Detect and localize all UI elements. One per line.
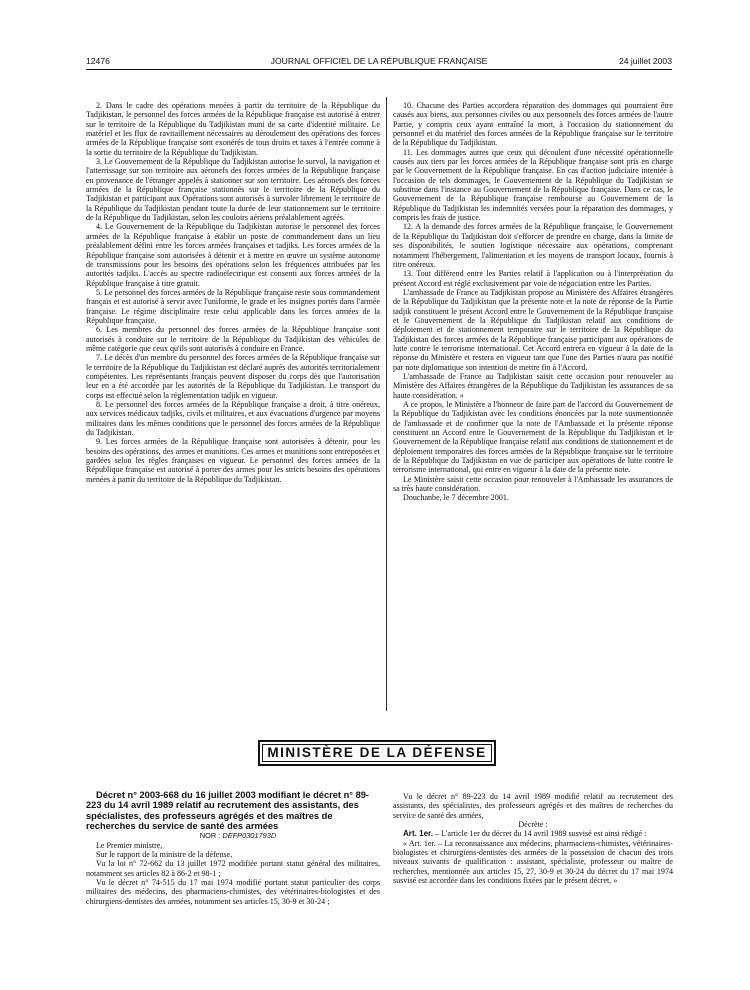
ministry-heading-text: MINISTÈRE DE LA DÉFENSE: [267, 745, 487, 760]
paragraph: Le Premier ministre,: [96, 840, 163, 850]
nor-code: DEFP0301793D: [222, 831, 277, 841]
decree-title: Décret n° 2003-668 du 16 juillet 2003 modifiant le décret n° 89-223 du 14 avril 1989 relatif au recrutement des assistants, des spécialistes, des professeurs agrégés et des maîtres de recherches du service de santé des armées: [86, 790, 370, 831]
paragraph: 8. Le personnel des forces armées de la République française a droit, à titre onéreux, aux services médicaux tadjiks, civils et militaires, et aux évacuations d'urgence par moyens militaires dans les mêmes conditions que le personnel des forces armées de la République du Tadjikistan.: [86, 400, 380, 438]
nor-reference: [86, 831, 380, 840]
paragraph: 7. Le décès d'un membre du personnel des forces armées de la République française sur le territoire de la République du Tadjikistan est déclaré auprès des autorités territorialement compétentes. Les représentants français peuvent disposer du corps dès que l'autorisation leur en a été accordée par les autorités de la République du Tadjikistan. Le transport du corps est effectué selon la réglementation tadjik en vigueur.: [86, 353, 380, 400]
paragraph: 5. Le personnel des forces armées de la République française reste sous commandement français et est autorisé à servir avec l'uniforme, le grade et les insignes portés dans l'armée française. Le régime disciplinaire reste celui applicable dans les forces armées de la République française.: [86, 287, 380, 325]
page-header: [86, 56, 672, 70]
paragraph: Vu le décret n° 89-223 du 14 avril 1989 modifié relatif au recrutement des assistants, des spécialistes, des professeurs agrégés et des maîtres de recherches du service de santé des armées,: [393, 792, 673, 820]
paragraph: L'ambassade de France au Tadjikistan propose au Ministère des Affaires étrangères de la République du Tadjikistan que la présente note et la note de réponse de la Partie tadjik constituent le présent Accord entre le Gouvernement de la République française et le Gouvernement de la République du Tadjikistan relatif aux conditions de déploiement et de stationnement temporaire sur le territoire de la République du Tadjikistan des forces armées de la République française participant aux opérations de lutte contre le terrorisme international. Cet Accord entrera en vigueur à la date de la réponse du Ministère et restera en vigueur tant que l'une des Parties n'aura pas notifié par note diplomatique son intention de mettre fin à l'Accord.: [393, 287, 673, 372]
signature-place-date: Douchanbe, le 7 décembre 2001.: [403, 493, 509, 503]
article-1-quote: « Art. 1er. – La reconnaissance aux médecins, pharmaciens-chimistes, vétérinaires-biologistes et chirurgiens-dentistes des armées de la possession de chacun des trois niveaux suivants de qualification : assistant, spécialiste, professeur ou maître de recherches, mentionnée aux articles 15, 27, 30-9 et 30-24 du décret du 17 mai 1974 susvisé est accordée dans les conditions fixées par le présent décret. »: [393, 838, 673, 886]
header-rule: [86, 69, 672, 70]
column-divider: [386, 97, 387, 711]
paragraph: Vu le décret n° 74-515 du 17 mai 1974 modifié portant statut particulier des corps militaires des médecins, des pharmaciens-chimistes, des vétérinaires-biologistes et des chirurgiens-dentistes des armées, notamment ses articles 15, 30-9 et 30-24 ;: [86, 877, 380, 906]
paragraph: A ce propos, le Ministère a l'honneur de faire part de l'accord du Gouvernement de la République du Tadjikistan avec les conditions énoncées par la note susmentionnée de l'ambassade et de confirmer que la note de l'Ambassade et la présente réponse constituent un Accord entre le Gouvernement de la République du Tadjikistan et le Gouvernement de la République française relatif aux conditions de stationnement et de déploiement temporaires des forces armées de la République française sur le territoire de la République du Tadjikistan en vue de participer aux opérations de lutte contre le terrorisme international, qui entre en vigueur à la date de la présente note.: [393, 400, 673, 475]
paragraph: 12. A la demande des forces armées de la République française, le Gouvernement de la République du Tadjikistan doit s'efforcer de prendre en charge, dans la limite de ses disponibilités, le soutien logistique nécessaire aux opérations, comprenant notamment l'hébergement, l'alimentation et les moyens de transport locaux, fournis à titre onéreux.: [393, 222, 673, 269]
paragraph: 3. Le Gouvernement de la République du Tadjikistan autorise le survol, la navigation et l'atterrissage sur son territoire aux aéronefs des forces armées de la République française en provenance de l'étranger appelés à stationner sur son territoire. Les aéronefs des forces armées de la République française stationnés sur le territoire de la République du Tadjikistan et participant aux Opérations sont autorisés à survoler librement le territoire de la République du Tadjikistan pendant toute la durée de leur stationnement sur le territoire de la République du Tadjikistan, selon les couloirs aériens préalablement agréés.: [86, 157, 380, 223]
paragraph: 2. Dans le cadre des opérations menées à partir du territoire de la République du Tadjikistan, le personnel des forces armées de la République française est autorisé à entrer sur le territoire de la République du Tadjikistan muni de sa carte d'identité militaire. Le matériel et les flux de ravitaillement nécessaires au déroulement des opérations des forces armées de la République française sont exonérés de tous droits et taxes à l'entrée comme à la sortie du territoire de la République du Tadjikistan.: [86, 101, 380, 157]
paragraph: Le Ministère saisit cette occasion pour renouveler à l'Ambassade les assurances de sa très haute considération.: [393, 474, 673, 494]
paragraph: 10. Chacune des Parties accordera réparation des dommages qui pourraient être causés aux biens, aux personnes civiles ou aux personnels des forces armées de l'autre Partie, y compris ceux ayant entraîné la mort, à l'occasion du stationnement du personnel et du matériel des forces armées de la République française sur le territoire de la République du Tadjikistan.: [393, 101, 673, 148]
decree-column-right: [393, 792, 673, 885]
decree-column-left: [86, 790, 380, 906]
paragraph: Vu la loi n° 72-662 du 13 juillet 1972 modifiée portant statut général des militaires, notamment ses articles 82 à 86-2 et 98-1 ;: [86, 859, 380, 878]
paragraph: 13. Tout différend entre les Parties relatif à l'application ou à l'interprétation du présent Accord est réglé exclusivement par voie de négociation entre les Parties.: [393, 269, 673, 288]
paragraph: 11. Les dommages autres que ceux qui découlent d'une nécessité opérationnelle causés aux tiers par les forces armées de la République française sont pris en charge par le Gouvernement de la République française. En cas d'action judiciaire intentée à l'occasion de tels dommages, le Gouvernement de la République du Tadjikistan se substitue dans l'instance au Gouvernement de la République française. Dans ce cas, le Gouvernement de la République française rembourse au Gouvernement de la République du Tadjikistan les indemnités versées pour la réparation des dommages, y compris les frais de justice.: [393, 147, 673, 223]
page-number: 12476: [86, 56, 110, 66]
accord-column-right: [393, 101, 673, 503]
article-1: [393, 829, 673, 838]
journal-title: JOURNAL OFFICIEL DE LA RÉPUBLIQUE FRANÇAISE: [270, 56, 488, 66]
ministry-heading: [258, 740, 496, 766]
paragraph: 4. Le Gouvernement de la République du Tadjikistan autorise le personnel des forces armées de la République française à établir un poste de commandement dans un lieu préalablement défini entre les forces armées françaises et tadjiks. Les forces armées de la République française sont autorisées à détenir et à mettre en œuvre un système autonome de transmissions pour les besoins des opérations selon les fréquences attribuées par les autorités tadjiks. L'accès au spectre radioélectrique est consenti aux forces armées de la République française à titre gratuit.: [86, 222, 380, 288]
decrete-label: Décrète :: [518, 820, 548, 830]
publication-date: 24 juillet 2003: [618, 56, 672, 66]
nor-label: NOR :: [199, 831, 221, 841]
paragraph: 6. Les membres du personnel des forces armées de la République française sont autorisés à conduire sur le territoire de la République du Tadjikistan des véhicules de même catégorie que ceux qu'ils sont autorisés à conduire en France.: [86, 325, 380, 353]
article-1-text: – L'article 1er du décret du 14 avril 1989 susvisé est ainsi rédigé :: [432, 829, 647, 839]
paragraph: 9. Les forces armées de la République française sont autorisées à détenir, pour les besoins des opérations, des armes et munitions. Ces armes et munitions sont entreposées et gardées selon les règles françaises en vigueur. Le personnel des forces armées de la République française est autorisé à porter des armes pour les stricts besoins des opérations menées à partir du territoire de la République du Tadjikistan.: [86, 437, 380, 484]
accord-column-left: [86, 101, 380, 484]
article-1-label: Art. 1er.: [403, 829, 433, 839]
paragraph: L'ambassade de France au Tadjikistan saisit cette occasion pour renouveler au Ministère des Affaires étrangères de la République du Tadjikistan les assurances de sa haute considération. »: [393, 371, 673, 400]
paragraph: Sur le rapport de la ministre de la défense,: [96, 849, 233, 859]
